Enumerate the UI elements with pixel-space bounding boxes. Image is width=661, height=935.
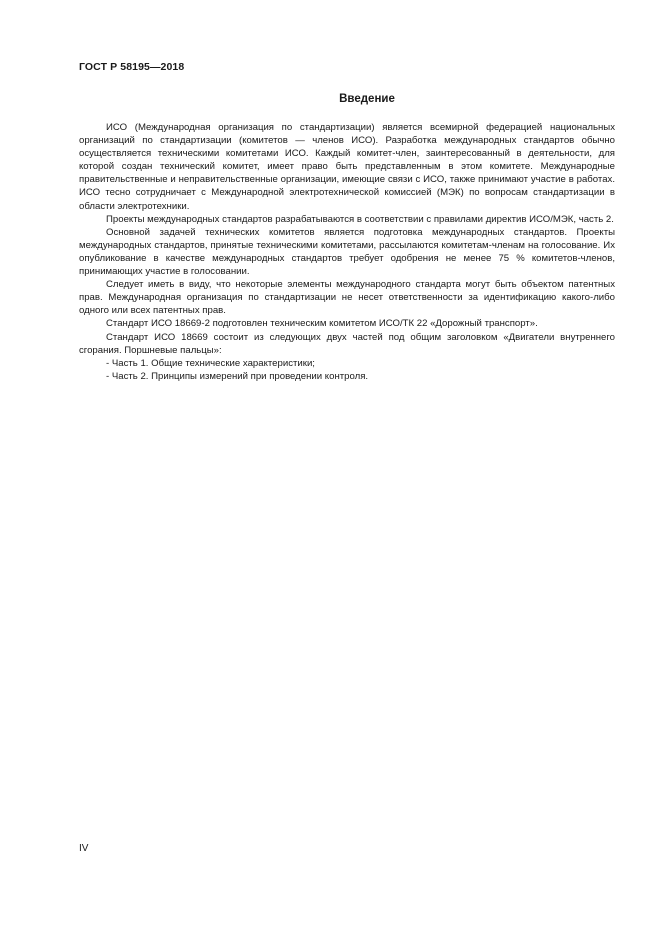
section-title: Введение [339,93,395,105]
list-item-part-2: - Часть 2. Принципы измерений при проведении контроля. [106,370,369,382]
paragraph-prepared-by: Стандарт ИСО 18669-2 подготовлен техническим комитетом ИСО/ТК 22 «Дорожный транспорт». [106,318,538,330]
paragraph-patent-notice: Следует иметь в виду, что некоторые элементы международного стандарта могут быть объектом патентных прав. Международная организация по стандартизации не несет ответственности за идентификацию какого-либо одного или всех патентных прав. [79,279,615,317]
paragraph-committee-task: Основной задачей технических комитетов является подготовка международных стандартов. Проекты международных стандартов, принятые техническими комитетами, рассылаются комитетам-членам на голосование. Их опубликование в качестве международных стандартов требует одобрения не менее 75 % комитетов-членов, принимающих участие в голосовании. [79,226,615,278]
paragraph-directives: Проекты международных стандартов разрабатываются в соответствии с правилами директив ИСО/МЭК, часть 2. [106,213,614,225]
paragraph-parts-intro: Стандарт ИСО 18669 состоит из следующих двух частей под общим заголовком «Двигатели внутреннего сгорания. Поршневые пальцы»: [79,331,615,356]
body-text [79,121,615,383]
page-number: IV [79,843,89,854]
paragraph-iso-intro: ИСО (Международная организация по стандартизации) является всемирной федерацией национальных организаций по стандартизации (комитетов — членов ИСО). Разработка международных стандартов обычно осуществляется техническими комитетами ИСО. Каждый комитет-член, заинтересованный в деятельности, для которой создан технический комитет, имеет право быть представленным в этом комитете. Международные правительственные и неправительственные организации, имеющие связи с ИСО, также принимают участие в работах. ИСО тесно сотрудничает с Международной электротехнической комиссией (МЭК) по вопросам стандартизации в области электротехники. [79,122,615,212]
list-item-part-1: - Часть 1. Общие технические характеристики; [106,357,315,369]
standard-header: ГОСТ Р 58195—2018 [79,61,185,73]
